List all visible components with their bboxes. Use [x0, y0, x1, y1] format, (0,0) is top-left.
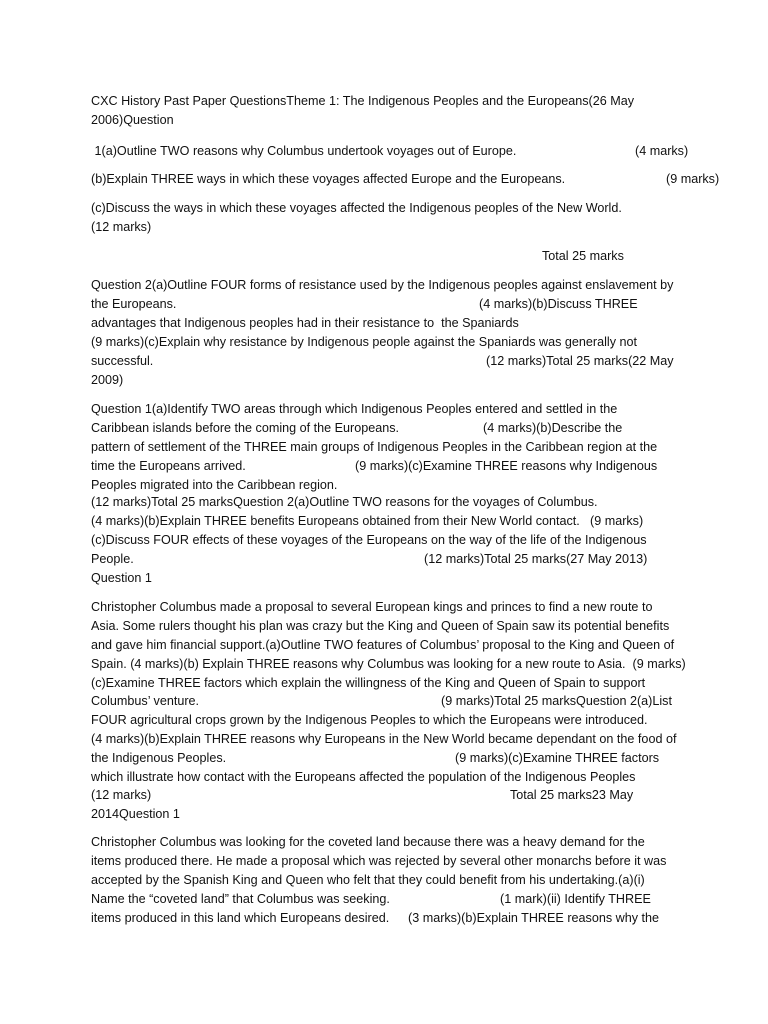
text-line — [91, 768, 678, 787]
text-line — [91, 749, 678, 768]
line-text: successful. — [91, 354, 154, 368]
text-line — [91, 142, 689, 161]
text-line — [91, 111, 678, 130]
line-text: People. — [91, 552, 134, 566]
line-text: (c)Discuss FOUR effects of these voyages of the Europeans on the way of the life of the Indigenous — [91, 533, 647, 547]
marks-text: (9 marks)(c)Examine THREE factors — [455, 751, 660, 765]
marks-text: (9 marks) — [666, 172, 720, 186]
line-text: (b)Explain THREE ways in which these voyages affected Europe and the Europeans. — [91, 172, 566, 186]
text-line — [91, 909, 678, 928]
line-text: (12 marks)Total 25 marksQuestion 2(a)Outline TWO reasons for the voyages of Columbus. — [91, 495, 598, 509]
line-text: (12 marks) — [91, 788, 152, 802]
line-text: Question 1(a)Identify TWO areas through which Indigenous Peoples entered and settled in the — [91, 402, 618, 416]
text-line — [91, 833, 678, 852]
text-line — [91, 419, 678, 438]
line-text: 2006)Question — [91, 113, 174, 127]
text-line — [91, 730, 678, 749]
text-line — [91, 352, 678, 371]
line-text: (12 marks) — [91, 220, 152, 234]
text-line — [91, 636, 678, 655]
text-line — [91, 170, 720, 189]
text-line — [91, 247, 678, 266]
text-line — [91, 569, 678, 588]
text-line — [91, 805, 678, 824]
marks-text: (4 marks)(b)Discuss THREE — [479, 297, 638, 311]
text-line — [91, 871, 678, 890]
marks-text: (12 marks)Total 25 marks(27 May 2013) — [424, 552, 648, 566]
text-line — [91, 218, 678, 237]
text-line — [91, 531, 678, 550]
marks-text: (4 marks) — [635, 144, 689, 158]
text-line — [91, 276, 678, 295]
text-line — [91, 550, 678, 569]
text-line — [91, 711, 678, 730]
line-text: (c)Discuss the ways in which these voyages affected the Indigenous peoples of the New World. — [91, 201, 622, 215]
line-text: items produced in this land which Europeans desired. — [91, 911, 390, 925]
marks-text: (1 mark)(ii) Identify THREE — [500, 892, 651, 906]
line-text: accepted by the Spanish King and Queen who felt that they could benefit from his undertaking.(a)(i) — [91, 873, 645, 887]
text-line — [91, 371, 678, 390]
text-line — [91, 617, 678, 636]
text-line — [91, 786, 678, 805]
text-line — [91, 438, 678, 457]
line-text: Christopher Columbus was looking for the coveted land because there was a heavy demand for the — [91, 835, 645, 849]
line-text: (9 marks)(c)Explain why resistance by Indigenous people against the Spaniards was generally not — [91, 335, 638, 349]
line-text: Christopher Columbus made a proposal to several European kings and princes to find a new route to — [91, 600, 653, 614]
line-text: Columbus’ venture. — [91, 694, 200, 708]
text-line — [91, 852, 678, 871]
text-line — [91, 457, 678, 476]
line-text: 2014Question 1 — [91, 807, 180, 821]
marks-text: (9 marks) — [590, 514, 644, 528]
line-text: Name the “coveted land” that Columbus was seeking. — [91, 892, 390, 906]
text-line — [91, 199, 678, 218]
text-line — [91, 655, 686, 674]
text-line — [91, 314, 678, 333]
marks-text: (9 marks)Total 25 marksQuestion 2(a)List — [441, 694, 672, 708]
text-line — [91, 598, 678, 617]
line-text: Question 2(a)Outline FOUR forms of resistance used by the Indigenous peoples against enslavement by — [91, 278, 674, 292]
text-line — [91, 400, 678, 419]
line-text: CXC History Past Paper QuestionsTheme 1: The Indigenous Peoples and the Europeans(26 May — [91, 94, 635, 108]
line-text: Caribbean islands before the coming of the Europeans. — [91, 421, 400, 435]
marks-text: (9 marks)(c)Examine THREE reasons why Indigenous — [355, 459, 658, 473]
text-line — [91, 890, 678, 909]
line-text: the Europeans. — [91, 297, 177, 311]
text-line — [91, 692, 678, 711]
text-line — [91, 295, 678, 314]
line-text: Asia. Some rulers thought his plan was crazy but the King and Queen of Spain saw its potential benefits — [91, 619, 670, 633]
line-text: 1(a)Outline TWO reasons why Columbus undertook voyages out of Europe. — [91, 144, 517, 158]
line-text: (c)Examine THREE factors which explain the willingness of the King and Queen of Spain to support — [91, 676, 646, 690]
marks-text: Total 25 marks23 May — [510, 788, 634, 802]
text-line — [91, 512, 678, 531]
line-text: Peoples migrated into the Caribbean region. — [91, 478, 338, 492]
line-text: items produced there. He made a proposal which was rejected by several other monarchs before it was — [91, 854, 667, 868]
marks-text: (3 marks)(b)Explain THREE reasons why the — [408, 911, 660, 925]
text-line — [91, 333, 678, 352]
line-text: pattern of settlement of the THREE main groups of Indigenous Peoples in the Caribbean region at the — [91, 440, 658, 454]
line-text: which illustrate how contact with the Europeans affected the population of the Indigenous Peoples — [91, 770, 636, 784]
marks-text: (12 marks)Total 25 marks(22 May — [486, 354, 674, 368]
line-text: advantages that Indigenous peoples had in their resistance to the Spaniards — [91, 316, 519, 330]
line-text: Spain. (4 marks)(b) Explain THREE reasons why Columbus was looking for a new route to Asia. (9 marks) — [91, 657, 686, 671]
line-text: FOUR agricultural crops grown by the Indigenous Peoples to which the Europeans were introduced. — [91, 713, 648, 727]
text-line — [91, 493, 678, 512]
line-text: Total 25 marks — [542, 249, 624, 263]
line-text: and gave him financial support.(a)Outline TWO features of Columbus’ proposal to the King and Queen of — [91, 638, 675, 652]
line-text: the Indigenous Peoples. — [91, 751, 227, 765]
line-text: (4 marks)(b)Explain THREE benefits Europeans obtained from their New World contact. — [91, 514, 580, 528]
line-text: 2009) — [91, 373, 124, 387]
text-line — [91, 92, 678, 111]
text-line — [91, 674, 678, 693]
marks-text: (4 marks)(b)Describe the — [483, 421, 623, 435]
line-text: Question 1 — [91, 571, 152, 585]
line-text: (4 marks)(b)Explain THREE reasons why Europeans in the New World became dependant on the food of — [91, 732, 677, 746]
line-text: time the Europeans arrived. — [91, 459, 246, 473]
